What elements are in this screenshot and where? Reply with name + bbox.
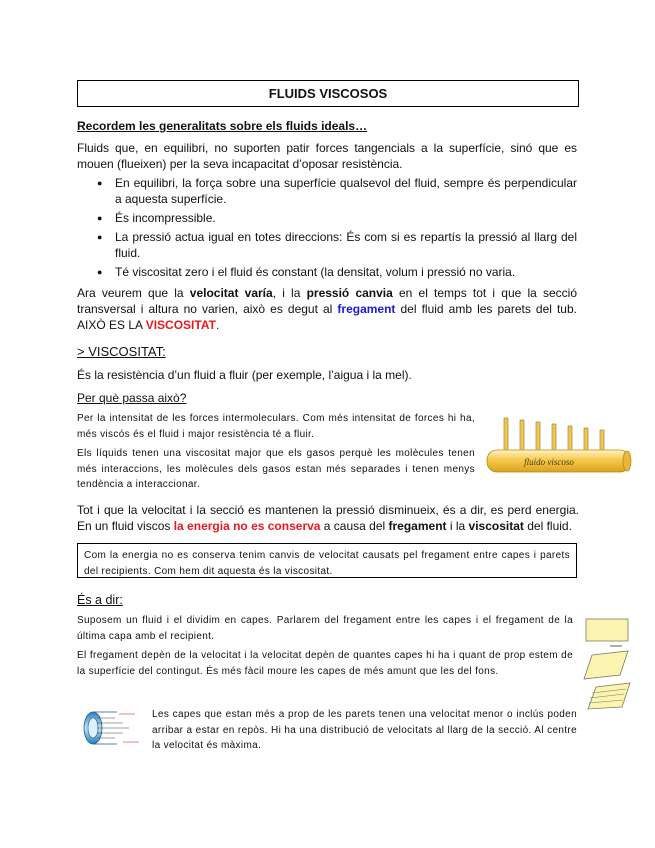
viscous-tube-illustration	[484, 412, 634, 480]
list-item: ● Té viscositat zero i el fluid és constant (la densitat, volum i pressió no varia.	[77, 264, 577, 280]
viscositat-definition: És la resistència d’un fluid a fluir (per exemple, l’aigua i la mel).	[77, 368, 412, 382]
why-paragraph-1: Per la intensitat de les forces intermoleculars. Com més intensitat de forces hi ha, més viscós és el fluid i major resistència té a fluir.	[77, 413, 475, 440]
last-paragraph: Les capes que estan més a prop de les parets tenen una velocitat menor o inclús poden arribar a estar en repòs. Hi ha una distribució de velocitats al llarg de la secció. Al centre la velocitat és màxima.	[152, 709, 577, 751]
list-item: ● És incompressible.	[77, 210, 577, 226]
velocity-paragraph: Ara veurem que la velocitat varía, i la pressió canvia en el temps tot i que la secció transversal i altura no varien, això es degut al fregament del fluid amb les parets del tub. AIXÒ ES LA VISCOSITAT.	[77, 286, 578, 332]
ideal-fluid-list	[77, 175, 577, 283]
list-item: ● En equilibri, la força sobre una superfície qualsevol del fluid, sempre és perpendicular a aquesta superfície.	[77, 175, 577, 207]
es-a-dir-heading: És a dir:	[77, 593, 123, 607]
page-title: FLUIDS VISCOSOS	[77, 80, 579, 107]
intro-heading: Recordem les generalitats sobre els fluids ideals…	[77, 119, 368, 133]
note-box: Com la energia no es conserva tenim canvis de velocitat causats pel fregament entre capes i parets del recipients. Com hem dit aquesta és la viscositat.	[77, 543, 577, 578]
why-paragraph-2: Els líquids tenen una viscositat major que els gasos perquè les molècules tenen més interaccions, les molècules dels gasos estan més separades i tenen menys tendència a interaccionar.	[77, 448, 475, 490]
fluid-layers-illustration	[582, 615, 632, 710]
why-heading: Per què passa això?	[77, 391, 187, 405]
list-item: ● La pressió actua igual en totes direccions: És com si es repartís la pressió al llarg del fluid.	[77, 229, 577, 261]
viscositat-heading: > VISCOSITAT:	[77, 344, 166, 359]
energy-paragraph: Tot i que la velocitat i la secció es mantenen la pressió disminueix, és a dir, es perd energia. En un fluid viscos la energia no es conserva a causa del fregament i la viscositat del fluid.	[77, 503, 579, 533]
layers-paragraph-2: El fregament depèn de la velocitat i la velocitat depèn de quantes capes hi ha i quant de prop estem de la superfície del contingut. És més fàcil moure les capes de més amunt que les del fons.	[77, 650, 573, 677]
tube-caption: fluido viscoso	[524, 457, 574, 467]
intro-paragraph: Fluids que, en equilibri, no suporten patir forces tangencials a la superfície, sinó que es mouen (flueixen) per la seva incapacitat d’oposar resistència.	[77, 141, 577, 171]
velocity-profile-illustration	[77, 706, 145, 752]
layers-paragraph-1: Suposem un fluid i el dividim en capes. Parlarem del fregament entre les capes i el fregament de la última capa amb el recipient.	[77, 615, 573, 642]
